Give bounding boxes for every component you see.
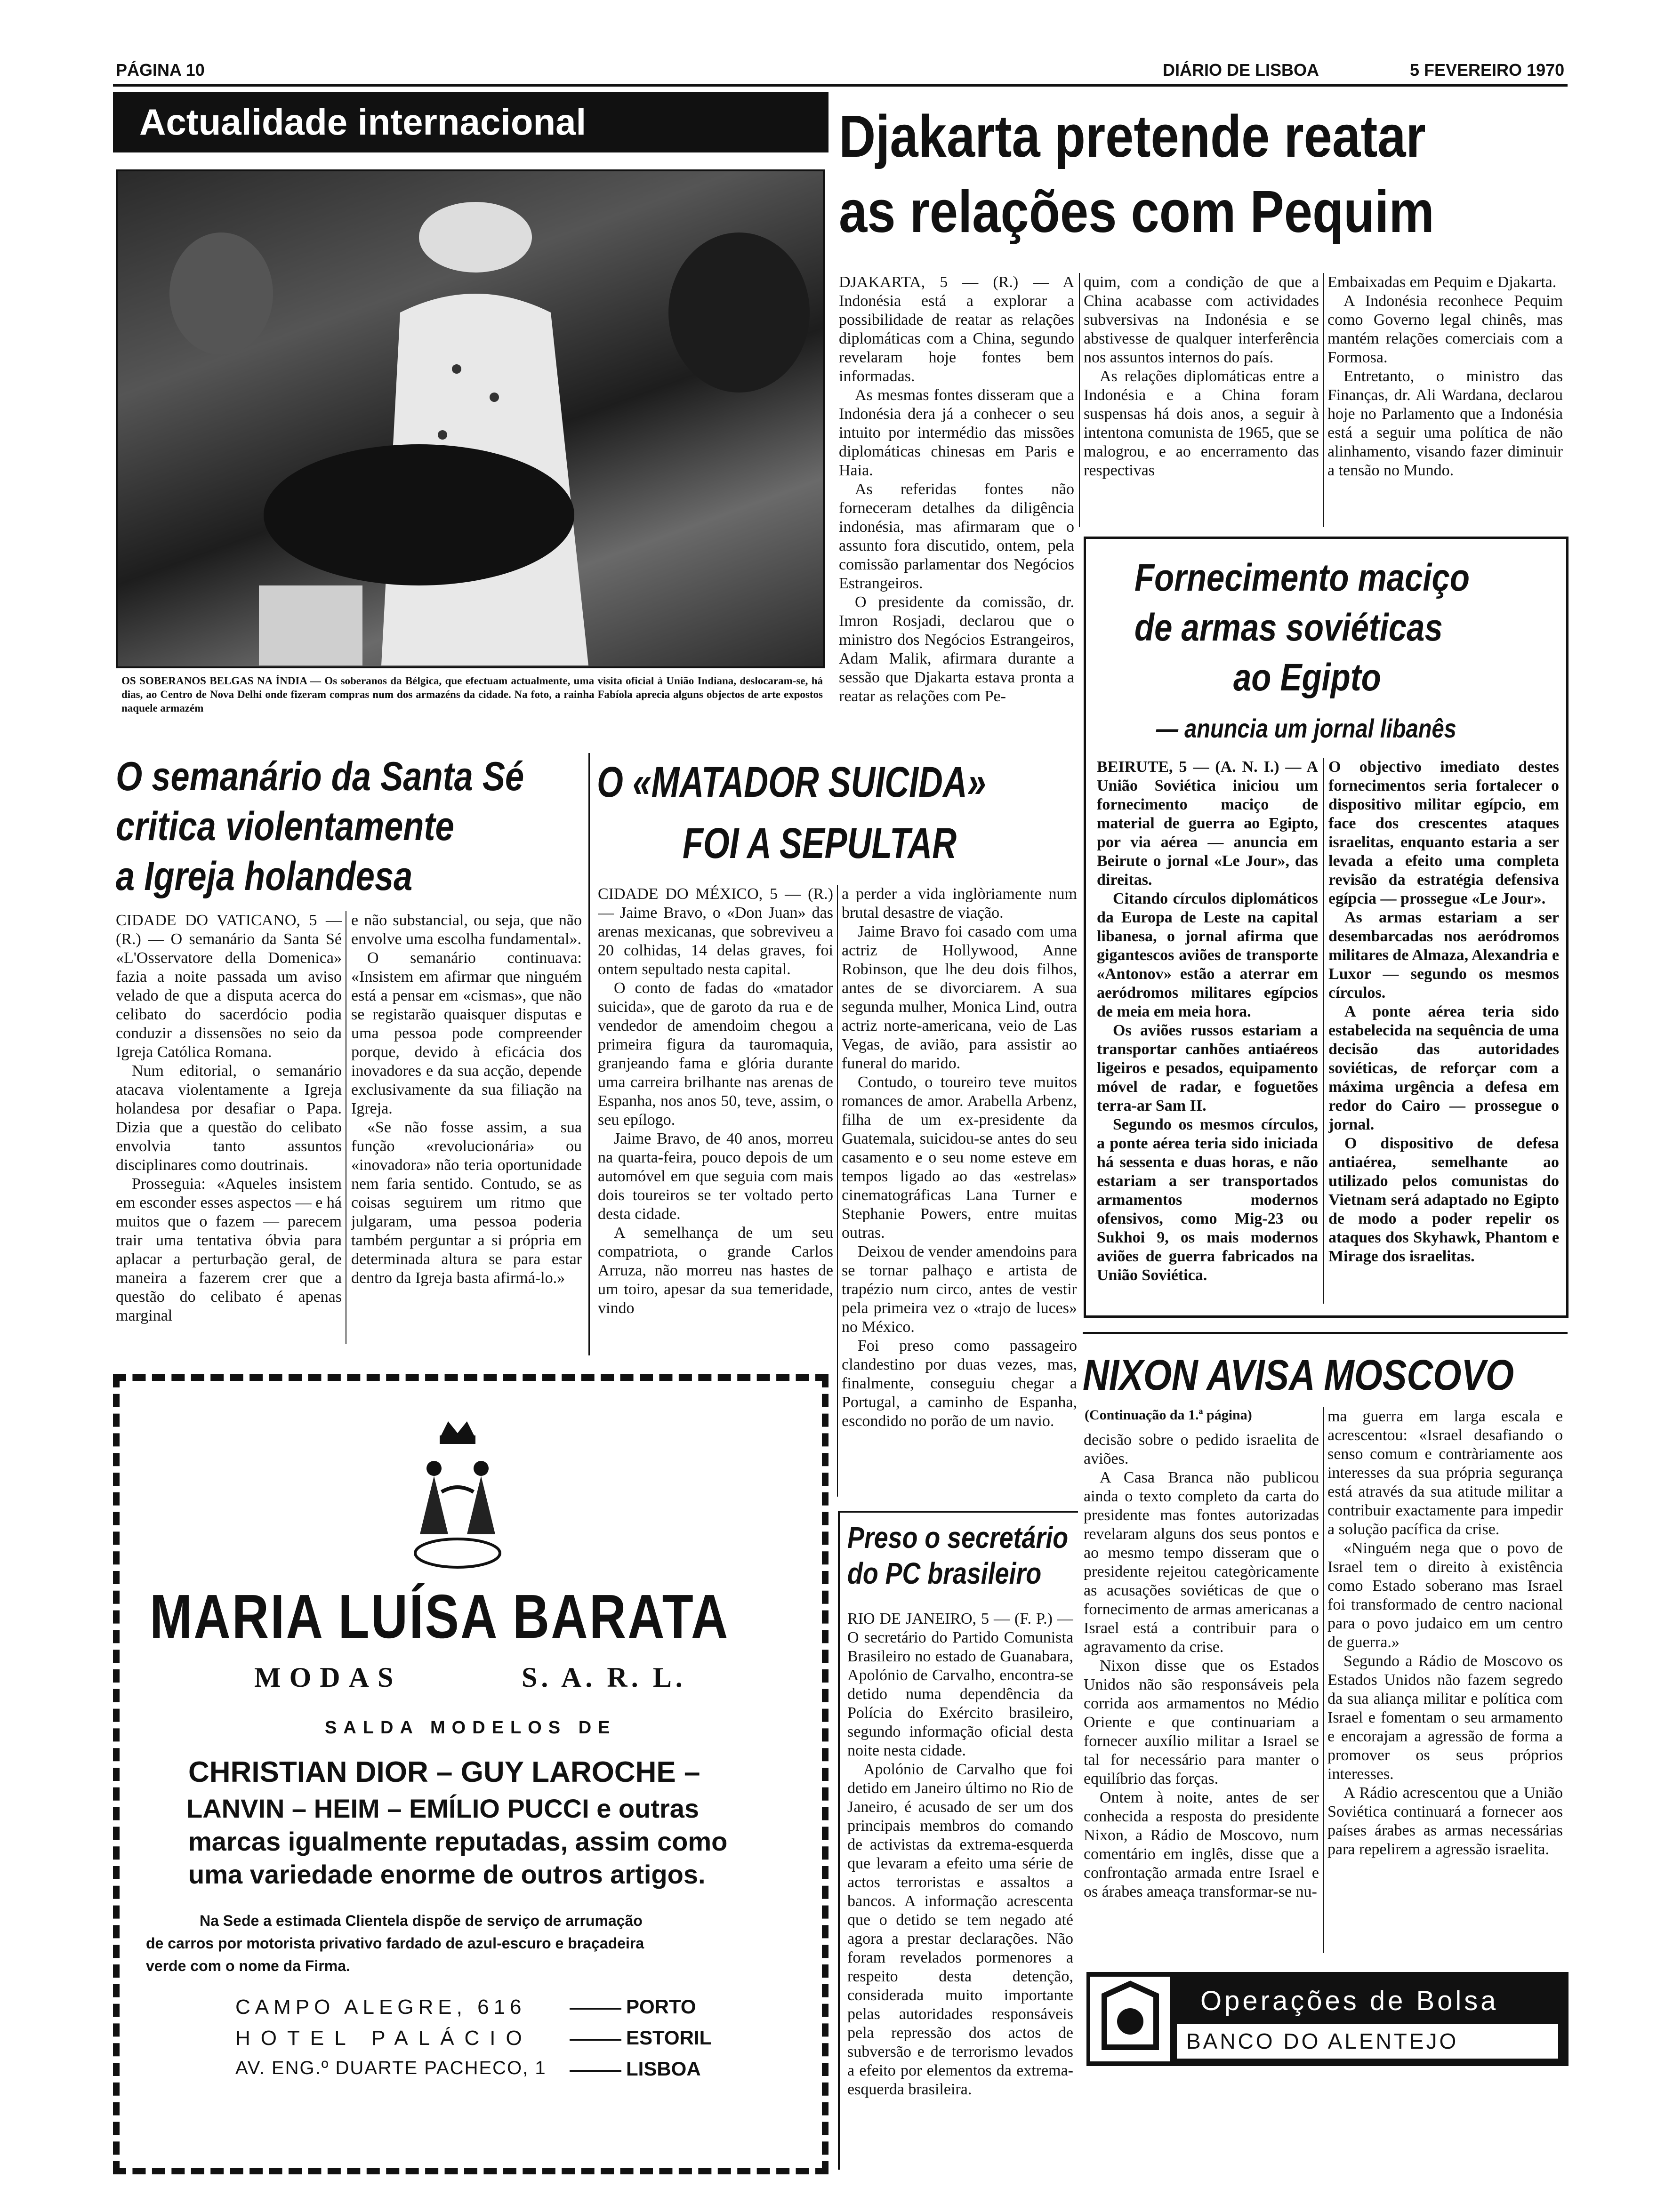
djakarta-headline-line2: as relações com Pequim xyxy=(839,178,1434,245)
djakarta-headline-line1: Djakarta pretende reatar xyxy=(839,103,1426,169)
ad-brand-name: MARIA LUÍSA BARATA xyxy=(150,1582,730,1651)
newspaper-name: DIÁRIO DE LISBOA xyxy=(1163,60,1319,80)
bolsa-bank-name: BANCO DO ALENTEJO xyxy=(1186,2029,1459,2053)
armas-headline-line2: de armas soviéticas xyxy=(1134,606,1443,649)
armas-headline-line3: ao Egipto xyxy=(1233,656,1381,699)
ad-address-place: AV. ENG.º DUARTE PACHECO, 1 xyxy=(235,2058,547,2078)
matador-column-2: a perder a vida inglòriamente num brutal desastre de viação. Jaime Bravo foi casado com uma actriz de Hollywood, Anne Robinson, que lhe deu dois filhos, antes de se divorciarem. A sua segunda mulher, Monica Lind, outra actriz norte-americana, veio de Las Vegas, de avião, para assistir ao funeral do marido. Contudo, o toureiro teve muitos romances de amor. Arabella Arbenz, filha de um ex-presidente da Guatemala, suicidou-se antes do seu casamento e o seu nome esteve em tempos ligado ao das «estrelas» cinematográficas Lana Turner e Stephanie Powers, entre muitas outras. Deixou de vender amendoins para se tornar palhaço e artista de trapézio num circo, antes de vestir pela primeira vez o «trajo de luces» no México. Foi preso como passageiro clandestino por duas vezes, mas, finalmente, conseguiu chegar a Portugal, a caminho de Espanha, escondido no porão de um navio. xyxy=(842,885,1077,1430)
section-title: Actualidade internacional xyxy=(139,101,587,143)
bank-logo-icon xyxy=(1090,1977,1170,2061)
ad-brands-line2: LANVIN – HEIM – EMÍLIO PUCCI e outras xyxy=(186,1794,700,1823)
ad-address-place: CAMPO ALEGRE, 616 xyxy=(235,1996,526,2019)
header-rule xyxy=(113,84,1568,87)
ad-address-city: LISBOA xyxy=(626,2058,701,2080)
ad-address-row xyxy=(235,2058,753,2086)
leader-line xyxy=(570,2008,621,2010)
nixon-column-2: ma guerra em larga escala e acrescentou: «Israel desafiando o senso comum e contràriamente aos interesses da sua própria segurança está através da sua atitude militar a contribuir exactamente para impedir a solução pacífica da crise. «Ninguém nega que o povo de Israel tem o direito à existência como Estado soberano mas Israel foi transformado de centro nacional para o povo judaico em um centro de guerra.» Segundo a Rádio de Moscovo os Estados Unidos não fazem segredo da sua aliança militar e política com Israel e fomentam o seu armamento e encorajam a agressão de forma a promover os seus próprios interesses. A Rádio acrescentou que a União Soviética continuará a fornecer aos países árabes as armas necessárias para repelirem a agressão israelita. xyxy=(1327,1408,1563,1858)
column-rule xyxy=(1079,273,1080,527)
bolsa-title: Operações de Bolsa xyxy=(1200,1986,1499,2016)
ad-brands-line3: marcas igualmente reputadas, assim como xyxy=(188,1827,728,1856)
armas-column-2: O objectivo imediato destes fornecimentos seria fortalecer o dispositivo militar egípcio, em face dos crescentes ataques israelitas, enquanto estaria a ser levada a efeito uma completa revisão da estratégia defensiva egípcia — prossegue «Le Jour». As armas estariam a ser desembarcadas nos aeródromos militares de Almaza, Alexandria e Luxor — segundo os mesmos círculos. A ponte aérea teria sido estabelecida na sequência de uma decisão das autoridades soviéticas, de reforçar com a máxima urgência a defesa em redor do Cairo — prossegue o jornal. O dispositivo de defesa antiaérea, semelhante ao utilizado pelos comunistas do Vietnam será adaptado no Egipto de modo a poder repelir os ataques dos Skyhawk, Phantom e Mirage dos israelitas. xyxy=(1328,758,1559,1265)
ad-address-city: PORTO xyxy=(626,1996,696,2018)
armas-headline-line1: Fornecimento maciço xyxy=(1134,556,1470,599)
ad-modas: MODAS xyxy=(254,1662,402,1693)
photo-caption: OS SOBERANOS BELGAS NA ÍNDIA — Os soberanos da Bélgica, que efectuam actualmente, uma visita oficial à União Indiana, deslocaram-se, há dias, ao Centro de Nova Delhi onde fizeram compras num dos armazéns da cidade. Na foto, a rainha Fabíola aprecia alguns objectos de arte expostos naquele armazém xyxy=(121,675,823,714)
djakarta-column-1: DJAKARTA, 5 — (R.) — A Indonésia está a explorar a possibilidade de reatar as relações diplomáticas com a China, segundo revelaram hoje fontes bem informadas. As mesmas fontes disseram que a Indonésia dera já a conhecer o seu intuito por intermédio das missões diplomáticas chinesas em Paris e Haia. As referidas fontes não forneceram detalhes da diligência indonésia, mas afirmaram que o assunto fora discutido, ontem, pela comissão parlamentar dos Negócios Estrangeiros. O presidente da comissão, dr. Imron Rosjadi, declarou que o ministro dos Negócios Estrangeiros, Adam Malik, afirmara durante a sessão que Djakarta estava pronta a reatar as relações com Pe- xyxy=(839,273,1074,705)
nixon-headline: NIXON AVISA MOSCOVO xyxy=(1083,1351,1514,1399)
djakarta-column-2: quim, com a condição de que a China acabasse com actividades subversivas na Indonésia e se abstivesse de qualquer interferência nos assuntos internos do país. As relações diplomáticas entre a Indonésia e a China foram suspensas há dois anos, a seguir à intentona comunista de 1965, que se malogrou, e ao encerramento das respectivas xyxy=(1084,273,1319,479)
preso-body: RIO DE JANEIRO, 5 — (F. P.) — O secretário do Partido Comunista Brasileiro no estado de Guanabara, Apolónio de Carvalho, encontra-se detido numa dependência da Polícia do Exército brasileiro, segundo informação oficial desta noite nesta cidade. Apolónio de Carvalho que foi detido em Janeiro último no Rio de Janeiro, é acusado de ser um dos principais membros do comando de activistas da extrema-esquerda que levaram a efeito uma série de actos terroristas e assaltos a bancos. A informação acrescenta que o detido se tem negado até agora a prestar declarações. Não foram revelados pormenores a respeito desta detenção, considerada muito importante pelas autoridades responsáveis pela repressão dos actos de subversão e de terrorismo levados a efeito por elementos da extrema-esquerda brasileira. xyxy=(847,1610,1073,2098)
armas-subhead: — anuncia um jornal libanês xyxy=(1156,713,1456,743)
matador-headline-line2: FOI A SEPULTAR xyxy=(683,819,957,867)
news-photo xyxy=(116,169,825,668)
matador-headline-line1: O «MATADOR SUICIDA» xyxy=(597,758,986,806)
preso-headline-line1: Preso o secretário xyxy=(847,1521,1069,1555)
ad-address-row xyxy=(235,2027,753,2055)
column-rule xyxy=(588,753,590,1355)
column-rule xyxy=(1323,758,1324,1304)
ad-brands-line1: CHRISTIAN DIOR – GUY LAROCHE – xyxy=(188,1756,700,1788)
nixon-continuation: (Continuação da 1.ª página) xyxy=(1085,1407,1252,1423)
vaticano-headline-line2: critica violentamente xyxy=(116,804,454,849)
issue-date: 5 FEVEREIRO 1970 xyxy=(1410,60,1565,80)
column-rule xyxy=(837,885,838,1497)
column-rule xyxy=(1323,273,1324,527)
vaticano-headline-line1: O semanário da Santa Sé xyxy=(116,754,524,799)
ad-salda: SALDA MODELOS DE xyxy=(325,1718,617,1738)
ad-service-line3: verde com o nome da Firma. xyxy=(146,1957,350,1974)
ad-address-city: ESTORIL xyxy=(626,2027,712,2049)
armas-column-1: BEIRUTE, 5 — (A. N. I.) — A União Soviética iniciou um fornecimento maciço de material de guerra ao Egipto, por via aérea — anuncia em Beirute o jornal «Le Jour», das direitas. Citando círculos diplomáticos da Europa de Leste na capital libanesa, o jornal afirma que gigantescos aviões de transporte «Antonov» estão a aterrar em aeródromos militares egípcios de meia em meia hora. Os aviões russos estariam a transportar canhões antiaéreos ligeiros e pesados, equipamento móvel de radar, e foguetões terra-ar Sam II. Segundo os mesmos círculos, a ponte aérea teria sido iniciada há sessenta e duas horas, e não estariam a ser transportados armamentos modernos ofensivos, como Mig-23 ou Sukhoi 9, os mais modernos aviões de guerra fabricados na União Soviética. xyxy=(1097,758,1318,1284)
ad-service-line2: de carros por motorista privativo fardado de azul-escuro e braçadeira xyxy=(146,1935,644,1952)
ad-sarl: S. A. R. L. xyxy=(522,1662,686,1693)
ad-brands-line4: uma variedade enorme de outros artigos. xyxy=(188,1859,706,1889)
matador-column-1: CIDADE DO MÉXICO, 5 — (R.) — Jaime Bravo, o «Don Juan» das arenas mexicanas, que sobreviveu a 20 colhidas, 14 delas graves, foi ontem sepultado nesta capital. O conto de fadas do «matador suicida», que de garoto da rua e de vendedor de amendoim chegou a primeira figura da tauromaquia, granjeando fama e glória durante uma carreira brilhante nas arenas de Espanha, nos anos 50, teve, assim, o seu epílogo. Jaime Bravo, de 40 anos, morreu na quarta-feira, pouco depois de um automóvel em que seguia com mais dois toureiros se ter voltado perto desta cidade. A semelhança de um seu compatriota, o grande Carlos Arruza, não morreu nas hastes de um toiro, apesar da sua temeridade, vindo xyxy=(598,885,833,1317)
vaticano-column-1: CIDADE DO VATICANO, 5 — (R.) — O semanário da Santa Sé «L'Osservatore della Domenica» fazia a noite passada um aviso velado de que a disputa acerca do celibato do sacerdócio podia conduzir a dissensões no seio da Igreja Católica Romana. Num editorial, o semanário atacava violentamente a Igreja holandesa por desafiar o Papa. Dizia que a questão do celibato envolvia tanto assuntos disciplinares como doutrinais. Prosseguia: «Aqueles insistem em esconder esses aspectos — e há muitos que o fazem — parecem trair uma tentativa óbvia para aplacar a perturbação geral, de maneira a fazerem crer que a questão do celibato é apenas marginal xyxy=(116,912,342,1324)
leader-line xyxy=(570,2039,621,2041)
leader-line xyxy=(570,2070,621,2072)
ad-address-place: HOTEL PALÁCIO xyxy=(235,2027,532,2050)
dark-fabric xyxy=(264,444,574,585)
queen-hat xyxy=(419,202,532,272)
ad-address-row xyxy=(235,1996,753,2024)
nixon-column-1: decisão sobre o pedido israelita de aviões. A Casa Branca não publicou ainda o texto completo da carta do presidente mas fontes autorizadas revelaram alguns dos seus pontos e ao mesmo tempo disseram que o presidente rejeitou categòricamente as acusações soviéticas de que o fornecimento de armas americanas a Israel está a contribuir para o agravamento da crise. Nixon disse que os Estados Unidos não são responsáveis pela corrida aos armamentos no Médio Oriente e que continuariam a fornecer auxílio militar a Israel se tal for necessário para manter o equilíbrio das forças. Ontem à noite, antes de ser conhecida a resposta do presidente Nixon, a Rádio de Moscovo, num comentário em inglês, disse que a confrontação armada entre Israel e os árabes ameaça transformar-se nu- xyxy=(1084,1431,1319,1900)
djakarta-column-3: Embaixadas em Pequim e Djakarta. A Indonésia reconhece Pequim como Governo legal chinês, mas mantém relações comerciais com a Formosa. Entretanto, o ministro das Finanças, dr. Ali Wardana, declarou hoje no Parlamento que a Indonésia está a seguir uma política de não alinhamento, visando fazer diminuir a tensão no Mundo. xyxy=(1327,273,1563,479)
ad-service-line1: Na Sede a estimada Clientela dispõe de serviço de arrumação xyxy=(200,1912,643,1929)
column-rule xyxy=(1323,1407,1324,1953)
vaticano-headline-line3: a Igreja holandesa xyxy=(116,854,413,899)
crown-emblem-icon xyxy=(401,1417,514,1579)
page-number: PÁGINA 10 xyxy=(116,60,205,80)
vaticano-column-2: e não substancial, ou seja, que não envolve uma escolha fundamental». O semanário continuava: «Insistem em afirmar que ninguém está a pensar em «cismas», que não se registarão quaisquer disputas e uma pessoa pode compreender porque, devido à eficácia dos inovadores e da sua acção, depende exclusivamente da sua filiação na Igreja. «Se não fosse assim, a sua função «revolucionária» ou «inovadora» não teria oportunidade nem faria sentido. Contudo, se as coisas seguirem um ritmo que julgaram, uma pessoa poderia também perguntar a si própria em determinada altura se para estar dentro da Igreja basta afirmá-lo.» xyxy=(351,912,582,1287)
section-rule xyxy=(1083,1332,1568,1334)
preso-headline-line2: do PC brasileiro xyxy=(847,1556,1042,1590)
